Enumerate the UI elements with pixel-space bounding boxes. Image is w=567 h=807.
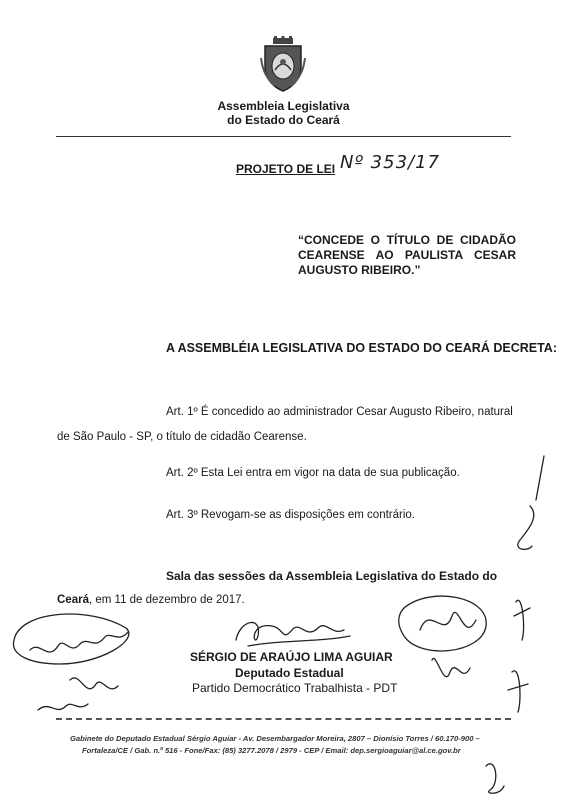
- right-signature-stroke: [420, 612, 476, 630]
- signatory-role: Deputado Estadual: [235, 666, 344, 680]
- right-rubric-3: [508, 671, 528, 712]
- main-signature-underline: [248, 636, 350, 646]
- org-name-line2: do Estado do Ceará: [227, 113, 340, 127]
- margin-mark: [518, 456, 544, 549]
- org-name-line1: Assembleia Legislativa: [217, 99, 350, 113]
- right-rubric-2: [514, 600, 530, 640]
- left-signature-tail: [70, 678, 118, 689]
- article-1-line2: de São Paulo - SP, o título de cidadão Cearense.: [57, 431, 307, 443]
- handwritten-bill-number: Nº 353/17: [340, 152, 440, 173]
- closing-date: , em 11 de dezembro de 2017.: [88, 594, 245, 606]
- closing-line1: Sala das sessões da Assembleia Legislativa do Estado do: [166, 569, 498, 583]
- bottom-right-mark: [486, 764, 504, 793]
- left-signature-stroke: [30, 632, 128, 652]
- signatory-name: SÉRGIO DE ARAÚJO LIMA AGUIAR: [190, 650, 393, 664]
- main-signature: [236, 622, 344, 640]
- closing-state: Ceará: [57, 594, 89, 606]
- article-3: Art. 3º Revogam-se as disposições em contrário.: [166, 509, 415, 521]
- signatory-party: Partido Democrático Trabalhista - PDT: [192, 681, 398, 695]
- right-signature-loop: [399, 596, 486, 651]
- left-signature-loop: [13, 614, 128, 664]
- left-lower-rubric: [38, 704, 88, 710]
- footer-line1: Gabinete do Deputado Estadual Sérgio Aguiar - Av. Desembargador Moreira, 2807 – Dionísio Torres / 60.170-900 –: [70, 734, 480, 743]
- bill-title: PROJETO DE LEI: [236, 162, 336, 176]
- article-1-line1: Art. 1º É concedido ao administrador Cesar Augusto Ribeiro, natural: [166, 406, 513, 418]
- footer-line2: Fortaleza/CE / Gab. n.º 516 - Fone/Fax: (85) 3277.2078 / 2979 - CEP / Email: dep.sergioaguiar@al.ce.gov.br: [82, 746, 461, 755]
- right-rubric-1: [432, 658, 470, 676]
- article-2: Art. 2º Esta Lei entra em vigor na data de sua publicação.: [166, 467, 460, 479]
- bill-summary: “CONCEDE O TÍTULO DE CIDADÃO CEARENSE AO PAULISTA CESAR AUGUSTO RIBEIRO.”: [298, 233, 516, 277]
- decree-heading: A ASSEMBLÉIA LEGISLATIVA DO ESTADO DO CEARÁ DECRETA:: [166, 341, 557, 355]
